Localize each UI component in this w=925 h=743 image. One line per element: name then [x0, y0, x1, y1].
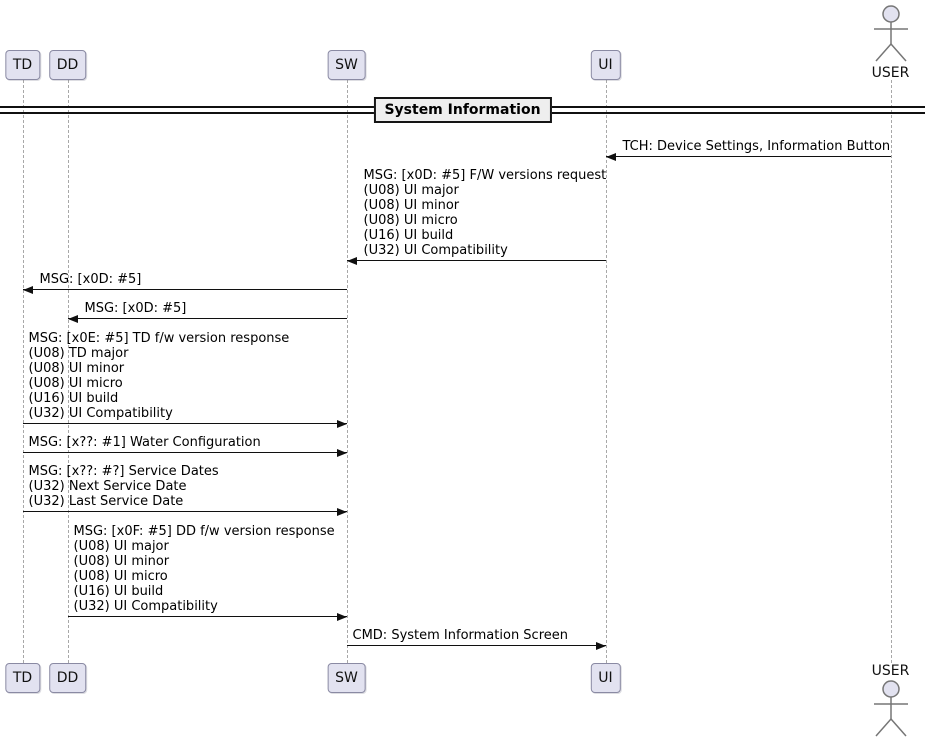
message-arrowhead	[337, 449, 347, 457]
message-arrow-line	[23, 452, 347, 453]
message-text-line: (U08) UI micro	[73, 569, 168, 584]
message-text	[29, 464, 219, 509]
message-text-line: (U32) UI Compatibility	[28, 406, 173, 421]
message-text	[364, 168, 607, 258]
message-text-line: (U08) UI minor	[363, 198, 460, 213]
message-text	[353, 628, 569, 643]
message-text-line: (U08) UI micro	[363, 213, 458, 228]
message-arrow-line	[68, 616, 347, 617]
message-text-line: MSG: [x0D: #5]	[39, 272, 142, 287]
message-text-line: (U32) Next Service Date	[28, 479, 187, 494]
message-arrow-line	[23, 423, 347, 424]
message-text-line: MSG: [x0F: #5] DD f/w version response	[73, 524, 335, 539]
message-text-line: (U08) UI major	[363, 183, 459, 198]
participant-td-bottom: TD	[5, 663, 40, 693]
message-arrow-line	[23, 289, 347, 290]
message-text-line: (U32) UI Compatibility	[363, 243, 508, 258]
message-text	[40, 272, 142, 287]
message-arrow-line	[23, 511, 347, 512]
participant-dd-bottom: DD	[49, 663, 87, 693]
message-arrowhead	[337, 420, 347, 428]
lifeline-td	[23, 80, 24, 663]
participant-ui-top: UI	[590, 50, 620, 80]
message-arrow-line	[347, 645, 606, 646]
message-text-line: (U16) UI build	[363, 228, 454, 243]
message-text-line: TCH: Device Settings, Information Button	[622, 139, 891, 154]
message-text-line: MSG: [x0E: #5] TD f/w version response	[28, 331, 290, 346]
message-text	[85, 301, 187, 316]
message-arrowhead	[337, 508, 347, 516]
actor-label-top: USER	[871, 65, 910, 81]
participant-dd-top: DD	[49, 50, 87, 80]
message-text-line: (U08) UI micro	[28, 376, 123, 391]
message-text-line: MSG: [x0D: #5] F/W versions request	[363, 168, 607, 183]
message-arrowhead	[337, 613, 347, 621]
message-text	[74, 524, 335, 614]
message-arrowhead	[68, 315, 78, 323]
message-text-line: (U16) UI build	[73, 584, 164, 599]
message-arrow-line	[68, 318, 347, 319]
message-arrowhead	[347, 257, 357, 265]
message-text-line: (U08) UI minor	[28, 361, 125, 376]
participant-sw-bottom: SW	[327, 663, 366, 693]
message-arrowhead	[596, 642, 606, 650]
message-arrow-line	[606, 156, 891, 157]
message-text	[623, 139, 891, 154]
lifeline-user	[891, 80, 892, 663]
divider-label: System Information	[373, 97, 551, 123]
participant-ui-bottom: UI	[590, 663, 620, 693]
message-arrow-line	[347, 260, 606, 261]
message-text-line: MSG: [x0D: #5]	[84, 301, 187, 316]
actor-figure-top	[861, 4, 921, 64]
participant-sw-top: SW	[327, 50, 366, 80]
message-text-line: MSG: [x??: #?] Service Dates	[28, 464, 219, 479]
message-text-line: (U08) UI minor	[73, 554, 170, 569]
message-text	[29, 331, 290, 421]
message-text-line: CMD: System Information Screen	[352, 628, 569, 643]
message-text-line: (U08) TD major	[28, 346, 129, 361]
lifeline-sw	[347, 80, 348, 663]
participant-td-top: TD	[5, 50, 40, 80]
actor-figure-bottom	[861, 679, 921, 739]
actor-label-bottom: USER	[871, 663, 910, 679]
message-text	[29, 435, 261, 450]
message-arrowhead	[23, 286, 33, 294]
message-arrowhead	[606, 153, 616, 161]
message-text-line: (U08) UI major	[73, 539, 169, 554]
message-text-line: (U32) Last Service Date	[28, 494, 184, 509]
message-text-line: (U32) UI Compatibility	[73, 599, 218, 614]
message-text-line: MSG: [x??: #1] Water Configuration	[28, 435, 261, 450]
message-text-line: (U16) UI build	[28, 391, 119, 406]
